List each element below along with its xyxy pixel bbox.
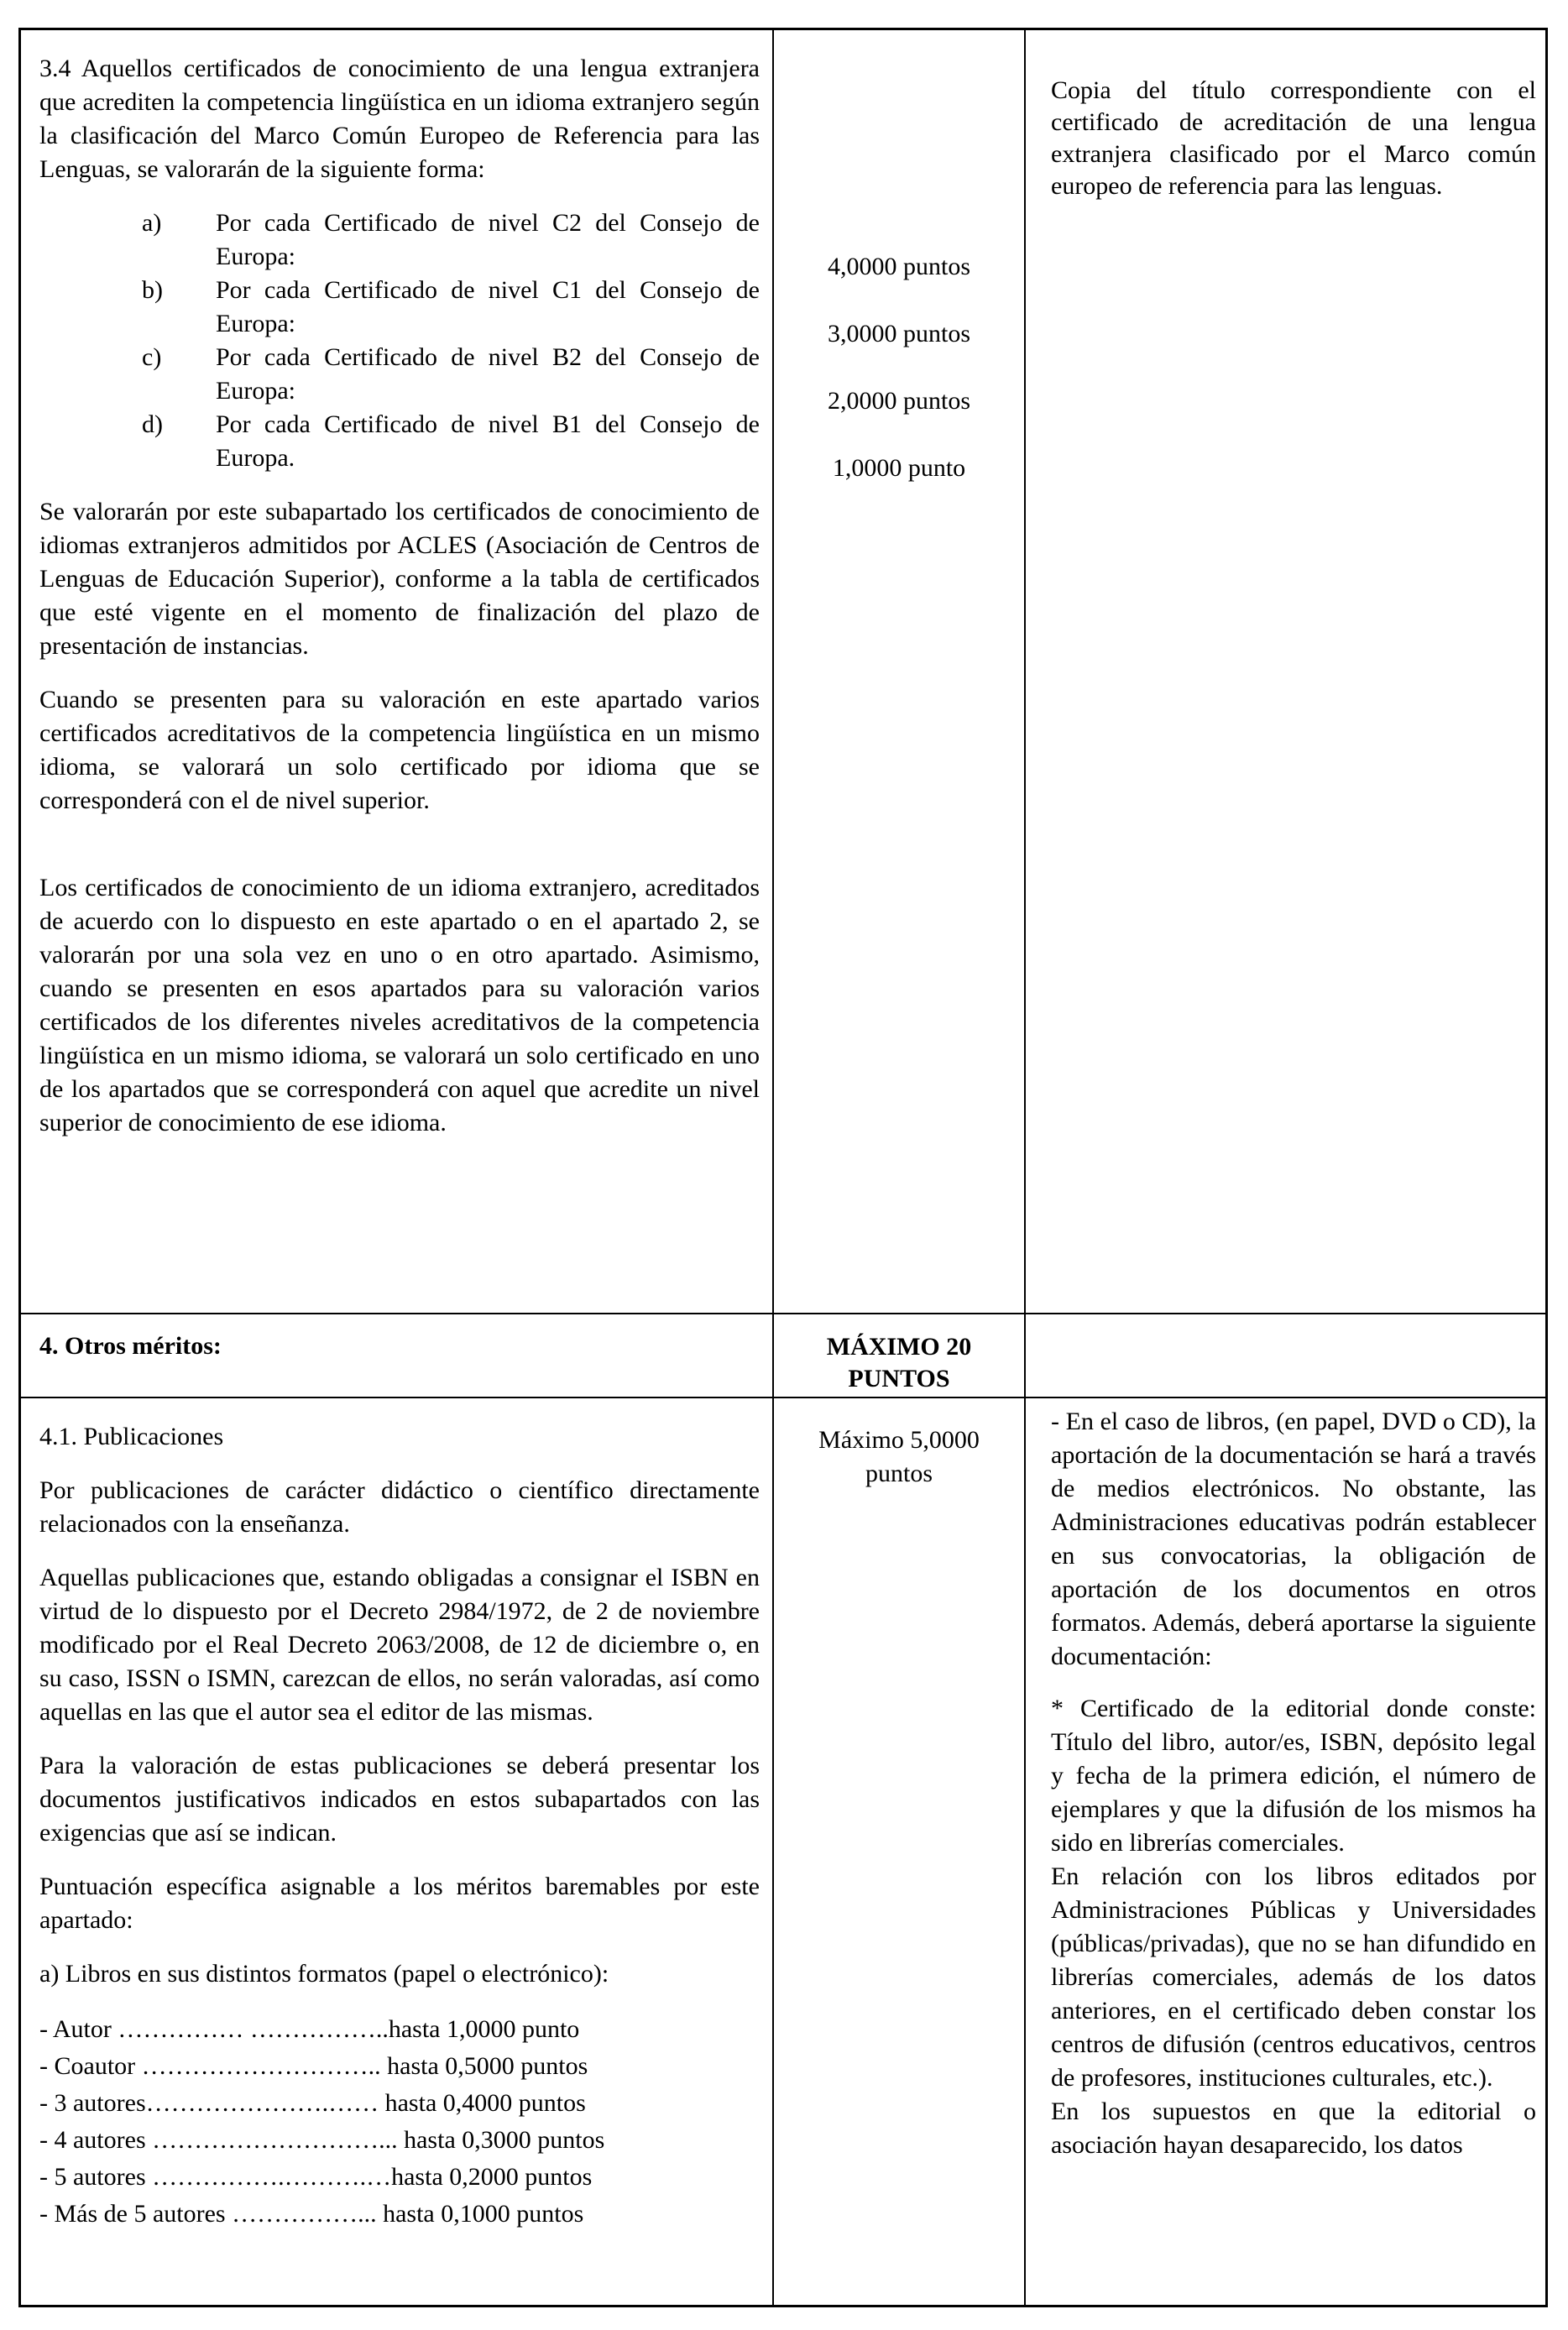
list-marker-a: a) [142, 209, 162, 237]
cell-3-4-points [774, 30, 1026, 1314]
tariff-3-autores: - 3 autores………………….…… hasta 0,4000 puntos [39, 2089, 586, 2117]
paragraph-copy-of-title: Copia del título correspondiente con el certificado de acreditación de una lengua extranjera clasificado por el Marco común europeo de referencia para las lenguas. [1051, 76, 1536, 200]
merits-scale-table [18, 28, 1548, 2307]
paragraph-acles: Se valorarán por este subapartado los certificados de conocimiento de idiomas extranjeros admitidos por ACLES (Asociación de Centros de Lenguas de Educación Superior), conforme a la tabla de certificados que esté vigente en el momento de finalización del plazo de presentación de instancias. [39, 498, 760, 660]
max-points-line1: MÁXIMO 20 [826, 1333, 972, 1361]
cell-section-4-documents-empty [1026, 1314, 1545, 1398]
points-b1: 1,0000 punto [832, 454, 966, 482]
cell-maximo-20-puntos [774, 1314, 1026, 1398]
list-item-a [39, 206, 760, 274]
paragraph-editorial-certificate: * Certificado de la editorial donde conste: Título del libro, autor/es, ISBN, depósito legal y fecha de la primera edición, el número de ejemplares y que la difusión de los mismos ha sido en librerías comerciales. [1051, 1695, 1536, 1857]
paragraph-public-administrations: En relación con los libros editados por Administraciones Públicas y Universidades (públicas/privadas), que no se han difundido en librerías comerciales, además de los datos anteriores, en el certificado deben constar los centros de difusión (centros educativos, centros de profesores, instituciones culturales, etc.). [1051, 1862, 1536, 2092]
section-4-1-heading: 4.1. Publicaciones [39, 1423, 224, 1450]
certificate-level-list [39, 206, 760, 475]
list-item-b-text: Por cada Certificado de nivel C1 del Consejo de Europa: [216, 276, 760, 337]
points-c1: 3,0000 puntos [827, 320, 970, 347]
list-item-c [39, 341, 760, 408]
list-item-d-text: Por cada Certificado de nivel B1 del Consejo de Europa. [216, 410, 760, 472]
paragraph-editorial-disappeared: En los supuestos en que la editorial o asociación hayan desaparecido, los datos [1051, 2098, 1536, 2159]
paragraph-one-time-valuation: Los certificados de conocimiento de un idioma extranjero, acreditados de acuerdo con lo dispuesto en este apartado o en el apartado 2, se valorarán por una sola vez en uno o en otro apartado. Asimismo, cuando se presenten en esos apartados para su valoración varios certificados de los diferentes niveles acreditativos de la competencia lingüística en un mismo idioma, se valorará un solo certificado en uno de los apartados que se corresponderá con aquel que acredite un nivel superior de conocimiento de ese idioma. [39, 874, 760, 1136]
paragraph-books-formats: a) Libros en sus distintos formatos (papel o electrónico): [39, 1960, 609, 1988]
paragraph-single-certificate: Cuando se presenten para su valoración en este apartado varios certificados acreditativos de la competencia lingüística en un mismo idioma, se valorará un solo certificado por idioma que se corresponderá con el de nivel superior. [39, 686, 760, 814]
points-c2: 4,0000 puntos [827, 253, 970, 280]
cell-otros-meritos-title [21, 1314, 774, 1398]
list-marker-c: c) [142, 343, 162, 371]
list-item-b [39, 274, 760, 341]
list-item-d [39, 408, 760, 475]
section-3-4-intro: 3.4 Aquellos certificados de conocimiento de una lengua extranjera que acrediten la competencia lingüística en un idioma extranjero según la clasificación del Marco Común Europeo de Referencia para las Lenguas, se valorarán de la siguiente forma: [39, 55, 760, 183]
cell-4-1-points [774, 1398, 1026, 2305]
list-marker-b: b) [142, 276, 163, 304]
paragraph-books-electronic-media: - En el caso de libros, (en papel, DVD o CD), la aportación de la documentación se hará a través de medios electrónicos. No obstante, las Administraciones educativas podrán establecer en sus convocatorias, la obligación de aportación de los documentos en otros formatos. Además, deberá aportarse la siguiente documentación: [1051, 1408, 1536, 1670]
list-item-a-text: Por cada Certificado de nivel C2 del Consejo de Europa: [216, 209, 760, 270]
cell-4-1-documents [1026, 1398, 1545, 2305]
max-5-points-line2: puntos [865, 1460, 933, 1487]
tariff-coautor: - Coautor ……………………….. hasta 0,5000 puntos [39, 2052, 588, 2080]
max-5-points-line1: Máximo 5,0000 [818, 1426, 980, 1454]
points-b2: 2,0000 puntos [827, 387, 970, 415]
tariff-mas-de-5-autores: - Más de 5 autores ……………... hasta 0,1000 puntos [39, 2200, 584, 2228]
list-item-c-text: Por cada Certificado de nivel B2 del Consejo de Europa: [216, 343, 760, 405]
cell-4-1-description [21, 1398, 774, 2305]
paragraph-justifying-documents: Para la valoración de estas publicaciones se deberá presentar los documentos justificativos indicados en estos subapartados con las exigencias que así se indican. [39, 1752, 760, 1847]
cell-3-4-description [21, 30, 774, 1314]
tariff-4-autores: - 4 autores ………………………... hasta 0,3000 puntos [39, 2126, 605, 2154]
author-tariff-list [39, 2011, 760, 2233]
paragraph-publications-intro: Por publicaciones de carácter didáctico o científico directamente relacionados con la enseñanza. [39, 1476, 760, 1538]
section-4-title: 4. Otros méritos: [39, 1332, 222, 1360]
paragraph-specific-scoring: Puntuación específica asignable a los méritos baremables por este apartado: [39, 1873, 760, 1934]
paragraph-isbn-requirement: Aquellas publicaciones que, estando obligadas a consignar el ISBN en virtud de lo dispuesto por el Decreto 2984/1972, de 2 de noviembre modificado por el Real Decreto 2063/2008, de 12 de diciembre o, en su caso, ISSN o ISMN, carezcan de ellos, no serán valoradas, así como aquellas en las que el autor sea el editor de las mismas. [39, 1564, 760, 1726]
cell-3-4-documents [1026, 30, 1545, 1314]
tariff-autor: - Autor …………… ……………..hasta 1,0000 punto [39, 2015, 580, 2043]
max-points-line2: PUNTOS [848, 1365, 950, 1392]
tariff-5-autores: - 5 autores …………….……….…hasta 0,2000 puntos [39, 2163, 593, 2191]
list-marker-d: d) [142, 410, 163, 438]
